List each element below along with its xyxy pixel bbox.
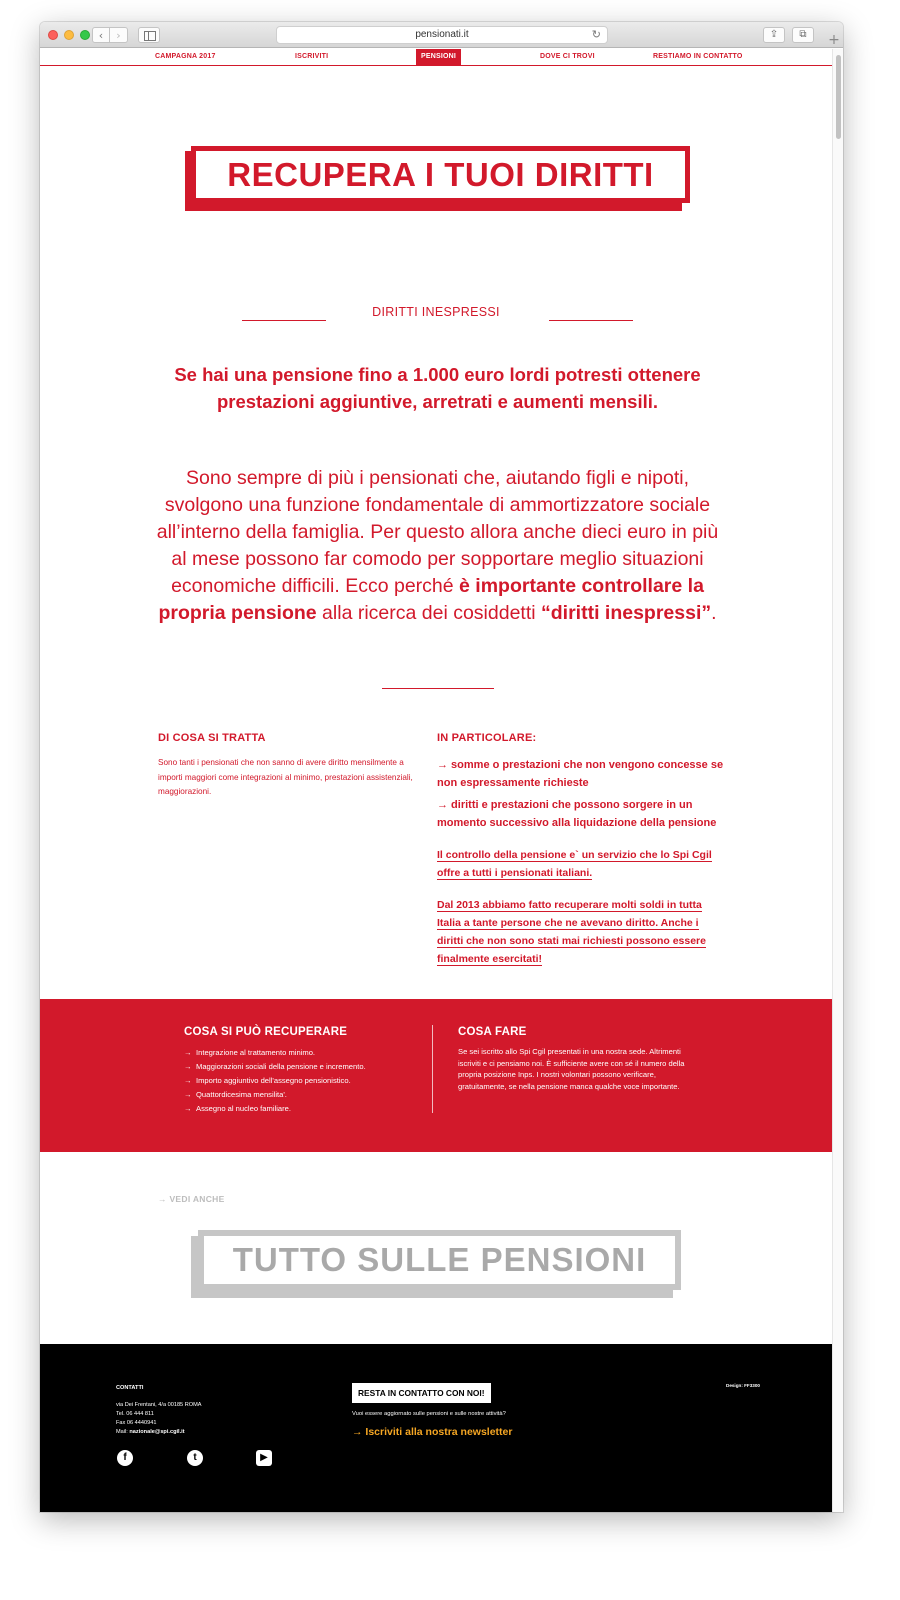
intro-bold-1: è importante controllare la propria pensione <box>158 575 704 624</box>
hero-banner-box <box>191 146 690 203</box>
nav-item-pensioni[interactable]: PENSIONI <box>416 49 461 65</box>
section-title: DIRITTI INESPRESSI <box>372 305 500 319</box>
hero-title: RECUPERA I TUOI DIRITTI <box>227 155 654 193</box>
nav-item-iscriviti[interactable]: ISCRIVITI <box>295 53 329 60</box>
pension-check-link-text[interactable]: Il controllo della pensione e` un servizio che lo Spi Cgil offre a tutti i pensionati italiani. <box>437 849 712 879</box>
forward-button[interactable] <box>110 27 128 43</box>
section-title-rule-left <box>242 320 326 321</box>
list-item: → Maggiorazioni sociali della pensione e incremento. <box>184 1060 434 1074</box>
chevron-right-icon: › <box>116 28 121 42</box>
minimize-window-button[interactable] <box>64 30 74 40</box>
new-tab-button[interactable] <box>825 32 843 48</box>
footer-fax: Fax 06 4440941 <box>116 1420 157 1426</box>
history-buttons <box>92 27 128 43</box>
what-to-do-title: COSA FARE <box>458 1026 527 1038</box>
recoverable-section <box>40 999 832 1152</box>
reload-icon[interactable]: ↻ <box>591 28 601 41</box>
in-particular-bullet: → somme o prestazioni che non vengono concesse se non espressamente richieste <box>437 759 724 789</box>
intro-text-part-2: alla ricerca dei cosiddetti <box>316 602 541 624</box>
list-item: → Importo aggiuntivo dell'assegno pensionistico. <box>184 1074 434 1088</box>
footer-contacts-title: CONTATTI <box>116 1385 144 1391</box>
stay-in-touch-note: Vuoi essere aggiornato sulle pensioni e sulle nostre attività? <box>352 1411 506 1417</box>
column-divider <box>432 1025 433 1113</box>
what-is-it-text: Sono tanti i pensionati che non sanno di avere diritto mensilmente a importi maggiori come integrazioni al minimo, prestazioni assistenziali, maggiorazioni. <box>158 758 413 796</box>
what-is-it-title: DI COSA SI TRATTA <box>158 732 266 744</box>
pensions-banner-title[interactable]: TUTTO SULLE PENSIONI <box>232 1241 647 1278</box>
see-also-label: → VEDI ANCHE <box>158 1194 225 1204</box>
list-item: → Integrazione al trattamento minimo. <box>184 1046 434 1060</box>
address-bar[interactable] <box>276 26 608 44</box>
footer-mail-link[interactable]: nazionale@spi.cgil.it <box>129 1429 185 1435</box>
close-window-button[interactable] <box>48 30 58 40</box>
hero-banner <box>185 146 690 211</box>
recovered-money-link[interactable] <box>437 896 727 968</box>
pension-check-link[interactable] <box>437 846 727 882</box>
intro-bold-2: “diritti inespressi” <box>541 602 712 624</box>
twitter-icon[interactable]: t <box>187 1450 203 1466</box>
browser-window <box>40 22 843 1512</box>
list-item: → Quattordicesima mensilita'. <box>184 1088 434 1102</box>
footer-contacts <box>116 1384 202 1437</box>
browser-titlebar <box>40 22 843 48</box>
share-button[interactable] <box>763 27 785 43</box>
sidebar-toggle-button[interactable] <box>138 27 160 43</box>
footer-mail <box>116 1428 202 1437</box>
share-icon: ⇪ <box>769 29 779 40</box>
facebook-icon[interactable]: f <box>117 1450 133 1466</box>
footer-mail-label: Mail: <box>116 1429 130 1435</box>
what-to-do-column <box>458 1026 703 1092</box>
youtube-icon[interactable]: ▶ <box>256 1450 272 1466</box>
in-particular-title: IN PARTICOLARE: <box>437 732 537 744</box>
tabs-icon: ⧉ <box>799 29 807 40</box>
intro-text-part-3: . <box>711 602 717 624</box>
design-credit: Design: FF3300 <box>726 1383 760 1388</box>
main-nav <box>40 49 832 66</box>
window-controls <box>48 30 90 40</box>
site-footer <box>40 1344 832 1512</box>
url-text: pensionati.it <box>415 29 469 40</box>
chevron-left-icon: ‹ <box>98 28 104 42</box>
what-to-do-text: Se sei iscritto allo Spi Cgil presentati in una nostra sede. Altrimenti iscriviti e ci pensiamo noi. È sufficiente avere con sé il numero della propria posizione Inps. I nostri volontari possono verificare, gratuitamente, se nella pensione manca qualche voce importante. <box>458 1047 685 1091</box>
show-tabs-button[interactable] <box>792 27 814 43</box>
recoverable-list <box>184 1046 434 1116</box>
nav-item-dove-ci-trovi[interactable]: DOVE CI TROVI <box>540 53 595 60</box>
section-divider <box>382 688 494 689</box>
pensions-banner-box[interactable] <box>198 1230 681 1290</box>
section-title-rule-right <box>549 320 633 321</box>
nav-item-restiamo-in-contatto[interactable]: RESTIAMO IN CONTATTO <box>653 53 743 60</box>
recovered-money-link-text[interactable]: Dal 2013 abbiamo fatto recuperare molti soldi in tutta Italia a tante persone che ne avevano diritto. Anche i diritti che non sono stati mai richiesti possono essere finalmente esercitati! <box>437 899 706 965</box>
web-page <box>40 49 832 1512</box>
in-particular-bullet: → diritti e prestazioni che possono sorgere in un momento successivo alla liquidazione della pensione <box>437 799 717 829</box>
in-particular-column <box>437 732 727 968</box>
newsletter-link[interactable]: → Iscriviti alla nostra newsletter <box>352 1426 513 1438</box>
scrollbar-thumb[interactable] <box>836 55 841 139</box>
plus-icon: + <box>828 32 840 48</box>
footer-newsletter <box>352 1383 512 1438</box>
all-about-pensions-banner[interactable] <box>191 1230 681 1298</box>
list-item: → Assegno al nucleo familiare. <box>184 1102 434 1116</box>
lead-paragraph: Se hai una pensione fino a 1.000 euro lordi potresti ottenere prestazioni aggiuntive, arretrati e aumenti mensili. <box>174 364 701 412</box>
intro-paragraph <box>155 465 720 627</box>
footer-address: via Dei Frentani, 4/a 00185 ROMA <box>116 1402 202 1408</box>
vertical-scrollbar[interactable] <box>832 49 843 1512</box>
nav-item-campagna-2017[interactable]: CAMPAGNA 2017 <box>155 53 216 60</box>
footer-phone: Tel. 06 444 811 <box>116 1411 154 1417</box>
recoverable-title: COSA SI PUÒ RECUPERARE <box>184 1026 348 1038</box>
recoverable-column <box>184 1026 434 1116</box>
zoom-window-button[interactable] <box>80 30 90 40</box>
back-button[interactable] <box>92 27 110 43</box>
stay-in-touch-badge: RESTA IN CONTATTO CON NOI! <box>352 1383 491 1403</box>
what-is-it-column <box>158 732 423 800</box>
intro-text-part-1: Sono sempre di più i pensionati che, aiutando figli e nipoti, svolgono una funzione fondamentale di ammortizzatore sociale all’interno della famiglia. Per questo allora anche dieci euro in più al mese possono far comodo per sopportare meglio situazioni economiche difficili. Ecco perché <box>156 467 719 597</box>
